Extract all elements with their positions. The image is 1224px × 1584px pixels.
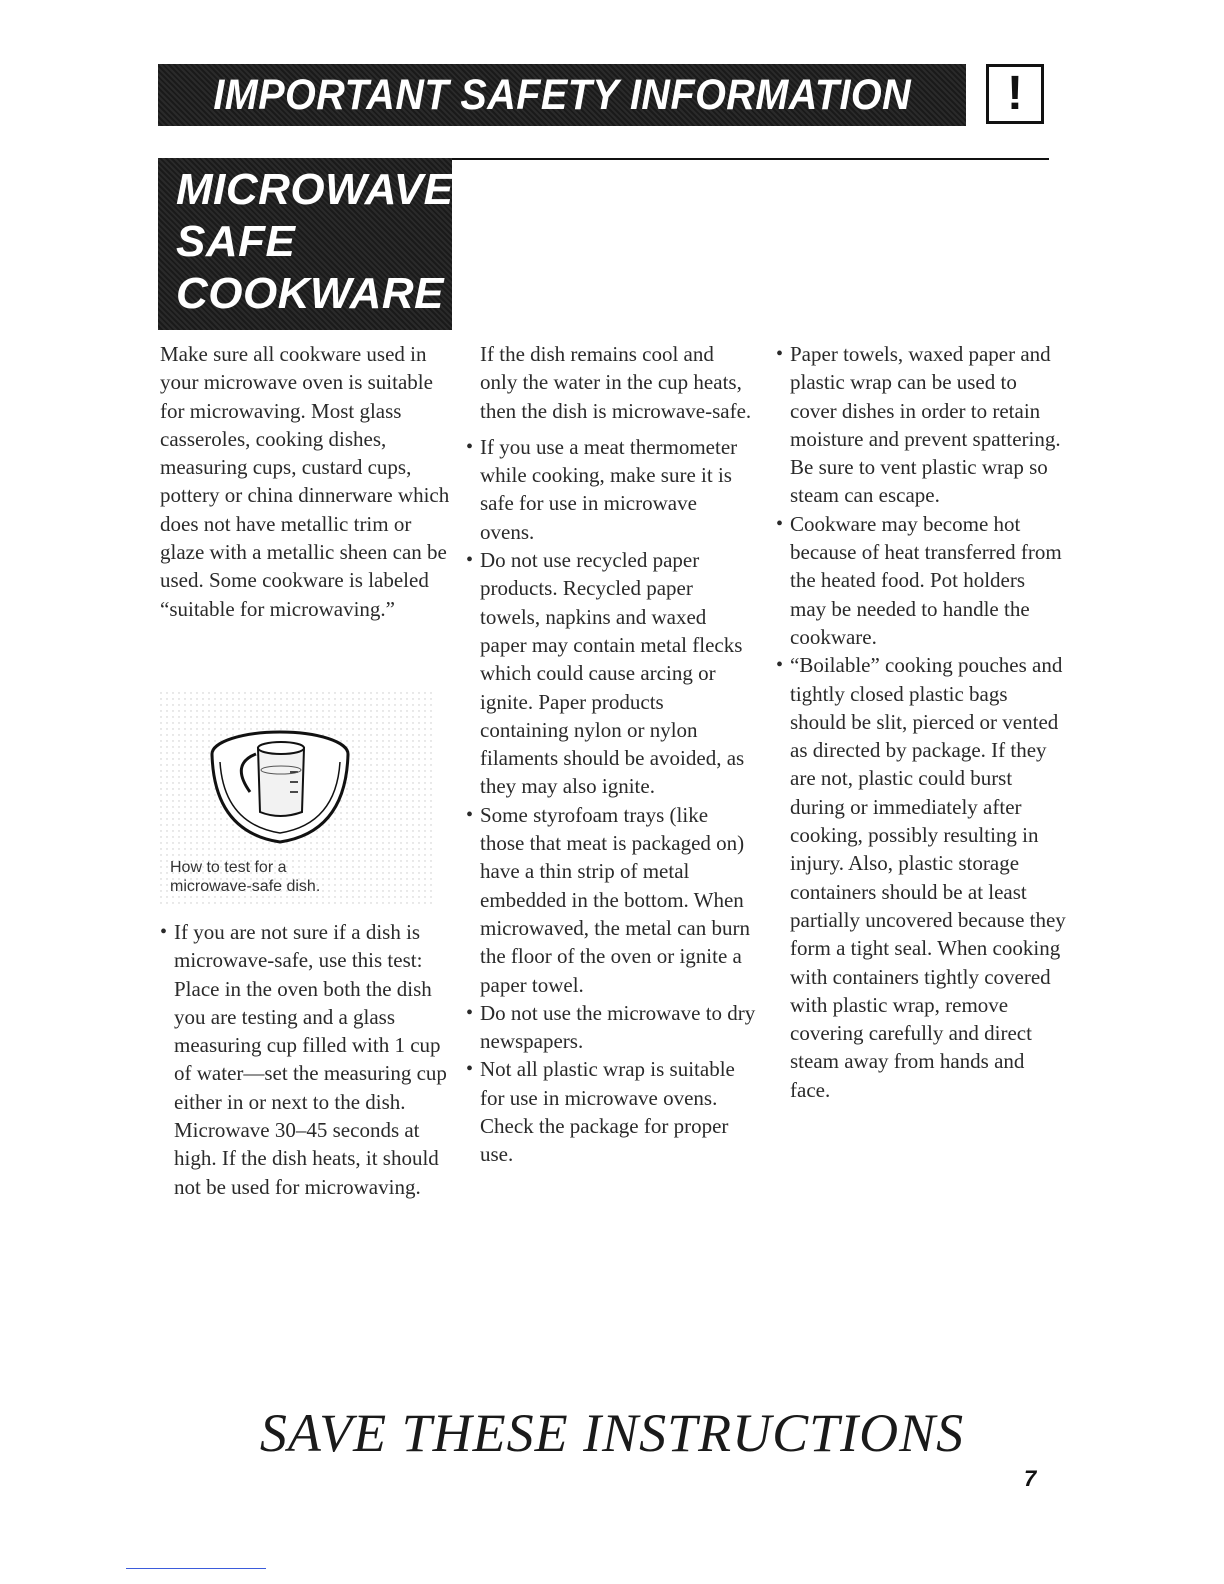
section-title-line-3: COOKWARE [176, 269, 444, 318]
column-1-bullets [160, 918, 450, 1201]
bullet-meat-thermometer: • If you use a meat thermometer while cooking, make sure it is safe for use in microwave ovens. [466, 433, 756, 546]
bottom-link-underline [126, 1568, 266, 1569]
microwave-test-illustration [160, 692, 436, 904]
column-1 [160, 340, 450, 623]
bullet-recycled-paper: • Do not use recycled paper products. Recycled paper towels, napkins and waxed paper may contain metal flecks which could cause arcing or ignite. Paper products containing nylon or nylon filaments should be avoided, as they may also ignite. [466, 546, 756, 801]
column-3 [776, 340, 1066, 1104]
bullet-paper-towels: • Paper towels, waxed paper and plastic wrap can be used to cover dishes in order to retain moisture and prevent spattering. Be sure to vent plastic wrap so steam can escape. [776, 340, 1066, 510]
safety-banner [158, 64, 966, 126]
section-title-block [158, 158, 469, 330]
intro-paragraph: Make sure all cookware used in your microwave oven is suitable for microwaving. Most glass casseroles, cooking dishes, measuring cups, custard cups, pottery or china dinnerware which does not have metallic trim or glaze with a metallic sheen can be used. Some cookware is labeled “suitable for microwaving.” [160, 342, 450, 621]
caption-line-2: microwave-safe dish. [170, 878, 321, 895]
bullet-hot-cookware: • Cookware may become hot because of heat transferred from the heated food. Pot holders may be needed to handle the cookware. [776, 510, 1066, 651]
save-instructions-heading: SAVE THESE INSTRUCTIONS [259, 1403, 965, 1463]
warning-icon [986, 64, 1044, 124]
column-2 [466, 340, 756, 1169]
continuation-paragraph: If the dish remains cool and only the water in the cup heats, then the dish is microwave-safe. [480, 342, 752, 423]
bullet-boilable-pouches: • “Boilable” cooking pouches and tightly closed plastic bags should be slit, pierced or vented as directed by package. If they are not, plastic could burst during or immediately after cooking, possibly resulting in injury. Also, plastic storage containers should be at least partially uncovered because they form a tight seal. When cooking with containers tightly covered with plastic wrap, remove covering carefully and direct steam away from hands and face. [776, 651, 1066, 1104]
banner-title: IMPORTANT SAFETY INFORMATION [213, 70, 911, 119]
section-title-line-2: SAFE [176, 217, 296, 266]
figure-caption [170, 858, 320, 896]
section-title-line-1: MICROWAVE- [176, 165, 469, 214]
bullet-styrofoam: • Some styrofoam trays (like those that meat is packaged on) have a thin strip of metal embedded in the bottom. When microwaved, the metal can burn the floor of the oven or ignite a paper towel. [466, 801, 756, 999]
page-number: 7 [1024, 1466, 1037, 1491]
bullet-plastic-wrap: • Not all plastic wrap is suitable for use in microwave ovens. Check the package for proper use. [466, 1055, 756, 1168]
bullet-newspapers: • Do not use the microwave to dry newspapers. [466, 999, 756, 1056]
exclamation-glyph: ! [1007, 67, 1023, 120]
caption-line-1: How to test for a [170, 859, 287, 876]
bullet-test-dish: • If you are not sure if a dish is microwave-safe, use this test: Place in the oven both the dish you are testing and a glass measuring cup filled with 1 cup of water—set the measuring cup either in or next to the dish. Microwave 30–45 seconds at high. If the dish heats, it should not be used for microwaving. [160, 918, 450, 1201]
